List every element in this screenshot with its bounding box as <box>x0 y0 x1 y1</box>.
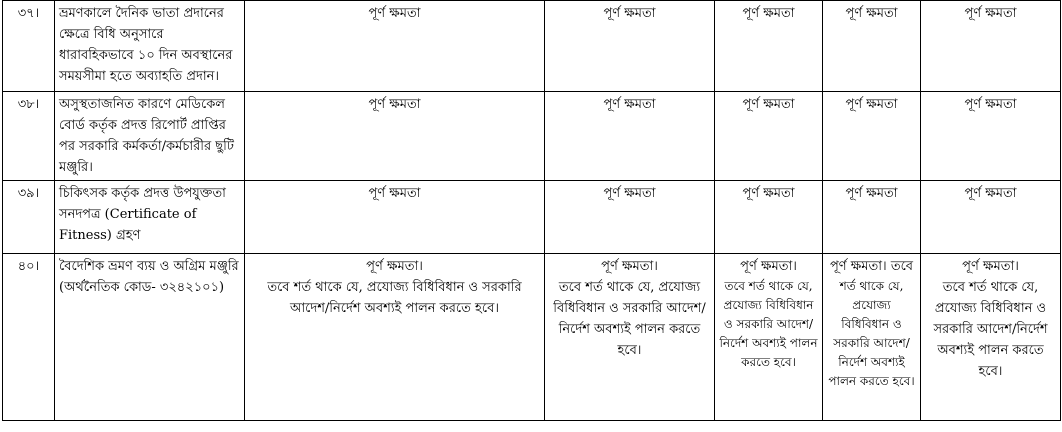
authority-cell: পূর্ণ ক্ষমতা <box>823 181 921 254</box>
subject-cell: ভ্রমণকালে দৈনিক ভাতা প্রদানের ক্ষেত্রে বিধি অনুসারে ধারাবহিকভাবে ১০ দিন অবস্থানের সময়সীমা হতে অব্যাহতি প্রদান। <box>55 1 245 92</box>
authority-condition: তবে শর্ত থাকে যে, প্রযোজ্য বিধিবিধান ও সরকারি আদেশ/নির্দেশ অবশ্যই পালন করতে হবে। <box>553 280 706 358</box>
authority-cell: পূর্ণ ক্ষমতা <box>921 181 1061 254</box>
authority-label: পূর্ণ ক্ষমতা। <box>366 259 423 274</box>
authority-cell <box>921 254 1061 421</box>
table-row <box>3 181 1061 254</box>
authority-cell: পূর্ণ ক্ষমতা <box>245 1 545 92</box>
authority-condition: তবে শর্ত থাকে যে, প্রযোজ্য বিধিবিধান ও সরকারি আদেশ/নির্দেশ অবশ্যই পালন করতে হবে। <box>267 280 522 316</box>
authority-cell: পূর্ণ ক্ষমতা <box>245 181 545 254</box>
authority-cell: পূর্ণ ক্ষমতা <box>545 1 715 92</box>
authority-label: পূর্ণ ক্ষমতা। <box>962 259 1019 274</box>
authority-cell: পূর্ণ ক্ষমতা <box>715 181 823 254</box>
authority-cell <box>245 254 545 421</box>
authority-condition: তবে শর্ত থাকে যে, প্রযোজ্য বিধিবিধান ও সরকারি আদেশ/নির্দেশ অবশ্যই পালন করতে হবে। <box>933 280 1048 379</box>
authority-label: পূর্ণ ক্ষমতা। তবে <box>829 259 914 274</box>
table-row <box>3 254 1061 421</box>
authority-cell: পূর্ণ ক্ষমতা <box>545 181 715 254</box>
authority-cell: পূর্ণ ক্ষমতা <box>715 1 823 92</box>
table-row <box>3 92 1061 181</box>
subject-cell: বৈদেশিক ভ্রমণ ব্যয় ও অগ্রিম মঞ্জুরি (অর্থনৈতিক কোড- ৩২৪২১০১) <box>55 254 245 421</box>
serial-cell: ৩৭। <box>3 1 55 92</box>
authority-cell <box>545 254 715 421</box>
subject-cell: অসুস্থতাজনিত কারণে মেডিকেল বোর্ড কর্তৃক প্রদত্ত রিপোর্ট প্রাপ্তির পর সরকারি কর্মকর্তা/কর্মচারীর ছুটি মঞ্জুরি। <box>55 92 245 181</box>
authority-cell: পূর্ণ ক্ষমতা <box>921 1 1061 92</box>
authority-condition: তবে শর্ত থাকে যে, প্রযোজ্য বিধিবিধান ও সরকারি আদেশ/নির্দেশ অবশ্যই পালন করতে হবে। <box>719 279 818 369</box>
serial-cell: ৩৮। <box>3 92 55 181</box>
serial-cell: ৪০। <box>3 254 55 421</box>
authority-cell <box>823 254 921 421</box>
authority-condition: শর্ত থাকে যে, প্রযোজ্য বিধিবিধান ও সরকারি আদেশ/নির্দেশ অবশ্যই পালন করতে হবে। <box>828 279 915 388</box>
authority-cell: পূর্ণ ক্ষমতা <box>823 92 921 181</box>
delegation-of-power-table <box>2 0 1061 421</box>
subject-cell: চিকিৎসক কর্তৃক প্রদত্ত উপযুক্ততা সনদপত্র (Certificate of Fitness) গ্রহণ <box>55 181 245 254</box>
authority-cell: পূর্ণ ক্ষমতা <box>921 92 1061 181</box>
serial-cell: ৩৯। <box>3 181 55 254</box>
authority-label: পূর্ণ ক্ষমতা। <box>601 259 658 274</box>
authority-cell: পূর্ণ ক্ষমতা <box>245 92 545 181</box>
authority-label: পূর্ণ ক্ষমতা। <box>740 259 797 274</box>
authority-cell <box>715 254 823 421</box>
table-row <box>3 1 1061 92</box>
authority-cell: পূর্ণ ক্ষমতা <box>715 92 823 181</box>
authority-cell: পূর্ণ ক্ষমতা <box>545 92 715 181</box>
authority-cell: পূর্ণ ক্ষমতা <box>823 1 921 92</box>
